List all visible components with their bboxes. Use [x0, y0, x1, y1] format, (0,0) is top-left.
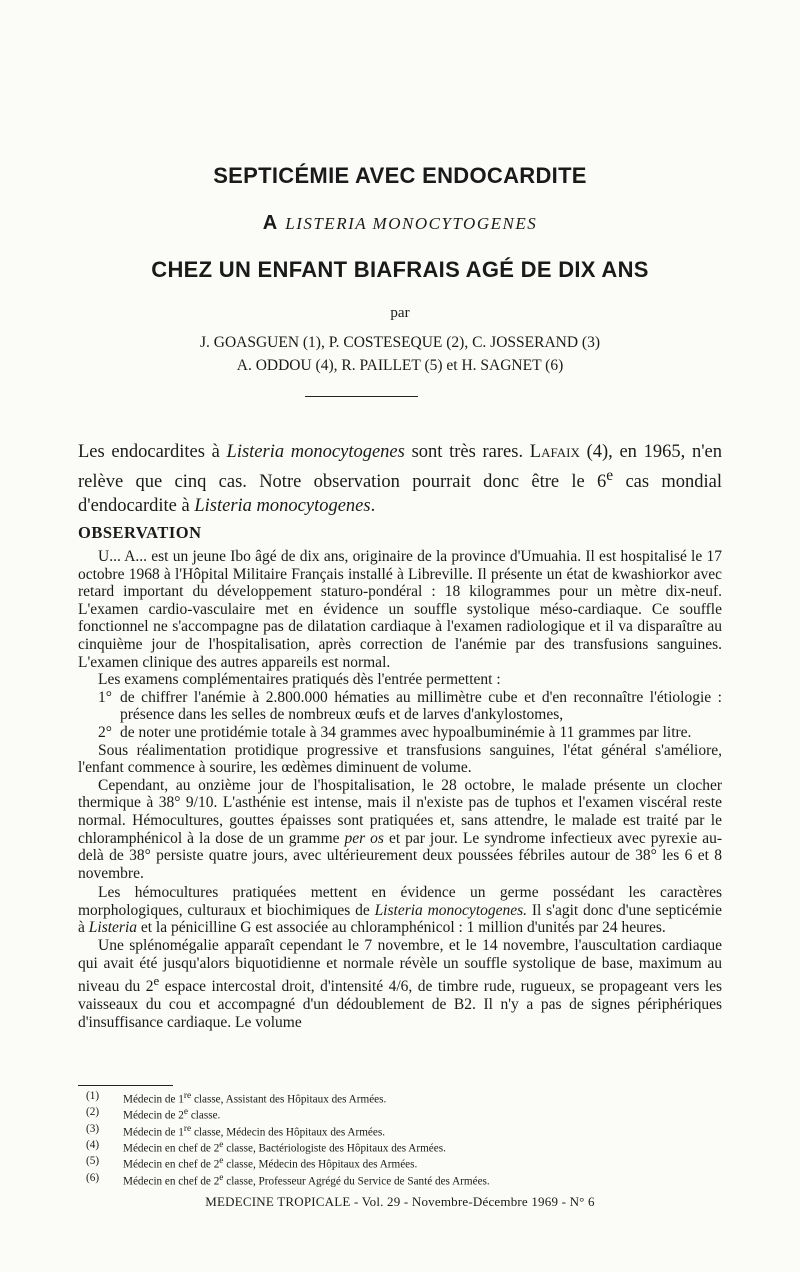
title-line-2	[0, 212, 800, 235]
authors-line-1: J. GOASGUEN (1), P. COSTESEQUE (2), C. JOSSERAND (3)	[199, 334, 600, 351]
footnote: (3) Médecin de 1re classe, Médecin des Hôpitaux des Armées.	[86, 1122, 386, 1139]
footnote: (1) Médecin de 1re classe, Assistant des Hôpitaux des Armées.	[86, 1090, 387, 1106]
list-item-2: 2° de noter une protidémie totale à 34 grammes avec hypoalbuminémie à 11 grammes par litre.	[98, 723, 692, 741]
authors	[0, 331, 800, 377]
paragraph-5: Les hémocultures pratiquées mettent en évidence un germe possédant les caractères morphologiques, culturaux et biochimiques de Listeria monocytogenes. Il s'agit donc d'une septicémie à Listeria et la pénicilline G est associée au chloramphénicol : 1 million d'unités par 24 heures.	[78, 884, 722, 937]
cited-author: Lafaix	[529, 442, 580, 462]
paragraph-1: U... A... est un jeune Ibo âgé de dix ans, originaire de la province d'Umuahia. Il est hospitalisé le 17 octobre 1968 à l'Hôpital Militaire Français installé à Libreville. Il présente un état de kwashiorkor avec retard important du développement staturo-pondéral : 18 kilogrammes pour un mètre dix-neuf. L'examen cardio-vasculaire met en évidence un souffle systolique méso-cardiaque. Ce souffle fonctionnel ne s'accompagne pas de dilatation cardiaque à l'examen radiologique et il va disparaître au cinquième jour de l'hospitalisation, après correction de l'anémie par des transfusions sanguines. L'examen clinique des autres appareils est normal.	[78, 548, 722, 671]
footnote: (2) Médecin de 2e classe.	[86, 1106, 221, 1123]
paragraph-6: Une splénomégalie apparaît cependant le 7 novembre, et le 14 novembre, l'auscultation cardiaque qui avait été jusqu'alors biquotidienne et normale révèle un souffle systolique de base, maximum au niveau du 2e espace intercostal droit, d'intensité 4/6, de timbre rude, rugueux, se propageant vers les vaisseaux du cou et accompagné d'un dédoublement de B2. Il n'y a pas de signes périphériques d'insuffisance cardiaque. Le volume	[78, 937, 722, 1031]
paragraph-2: Les examens complémentaires pratiqués dès l'entrée permettent :	[98, 671, 501, 689]
list-item-1: 1° de chiffrer l'anémie à 2.800.000 hématies au millimètre cube et d'en reconnaître l'étiologie : présence dans les selles de nombreux œufs et de larves d'ankylostomes,	[98, 688, 722, 724]
observation-body	[78, 548, 722, 1031]
byline-par: par	[390, 305, 410, 321]
title-divider	[305, 396, 418, 397]
section-heading: OBSERVATION	[78, 523, 202, 542]
title-line-3: CHEZ UN ENFANT BIAFRAIS AGÉ DE DIX ANS	[151, 257, 649, 282]
footnotes	[86, 1090, 490, 1188]
footnote-divider	[78, 1085, 173, 1086]
footnote: (5) Médecin en chef de 2e classe, Médecin des Hôpitaux des Armées.	[86, 1155, 418, 1172]
authors-line-2: A. ODDOU (4), R. PAILLET (5) et H. SAGNET (6)	[236, 357, 564, 374]
journal-footer: MEDECINE TROPICALE - Vol. 29 - Novembre-Décembre 1969 - N° 6	[205, 1194, 595, 1209]
footnote: (6) Médecin en chef de 2e classe, Professeur Agrégé du Service de Santé des Armées.	[86, 1171, 490, 1188]
footnote: (4) Médecin en chef de 2e classe, Bactériologiste des Hôpitaux des Armées.	[86, 1138, 446, 1155]
title-line-1: SEPTICÉMIE AVEC ENDOCARDITE	[213, 163, 587, 188]
title-line-2-prefix: A	[262, 212, 278, 234]
intro-paragraph: Les endocardites à Listeria monocytogenes sont très rares. Lafaix (4), en 1965, n'en relève que cinq cas. Notre observation pourrait donc être le 6e cas mondial d'endocardite à Listeria monocytogenes.	[78, 442, 722, 517]
title-line-2-species: LISTERIA MONOCYTOGENES	[285, 214, 538, 233]
paragraph-4: Cependant, au onzième jour de l'hospitalisation, le 28 octobre, le malade présente un clocher thermique à 38° 9/10. L'asthénie est intense, mais il n'existe pas de tuphos et l'examen viscéral reste normal. Hémocultures, gouttes épaisses sont pratiquées et, sans attendre, le malade est traité par le chloramphénicol à la dose de un gramme per os et par jour. Le syndrome infectieux avec pyrexie au-delà de 38° persiste quatre jours, avec ultérieurement deux poussées fébriles autour de 38° les 6 et 8 novembre.	[78, 776, 722, 882]
paragraph-3: Sous réalimentation protidique progressive et transfusions sanguines, l'état général s'améliore, l'enfant commence à sourire, les œdèmes diminuent de volume.	[78, 741, 722, 777]
